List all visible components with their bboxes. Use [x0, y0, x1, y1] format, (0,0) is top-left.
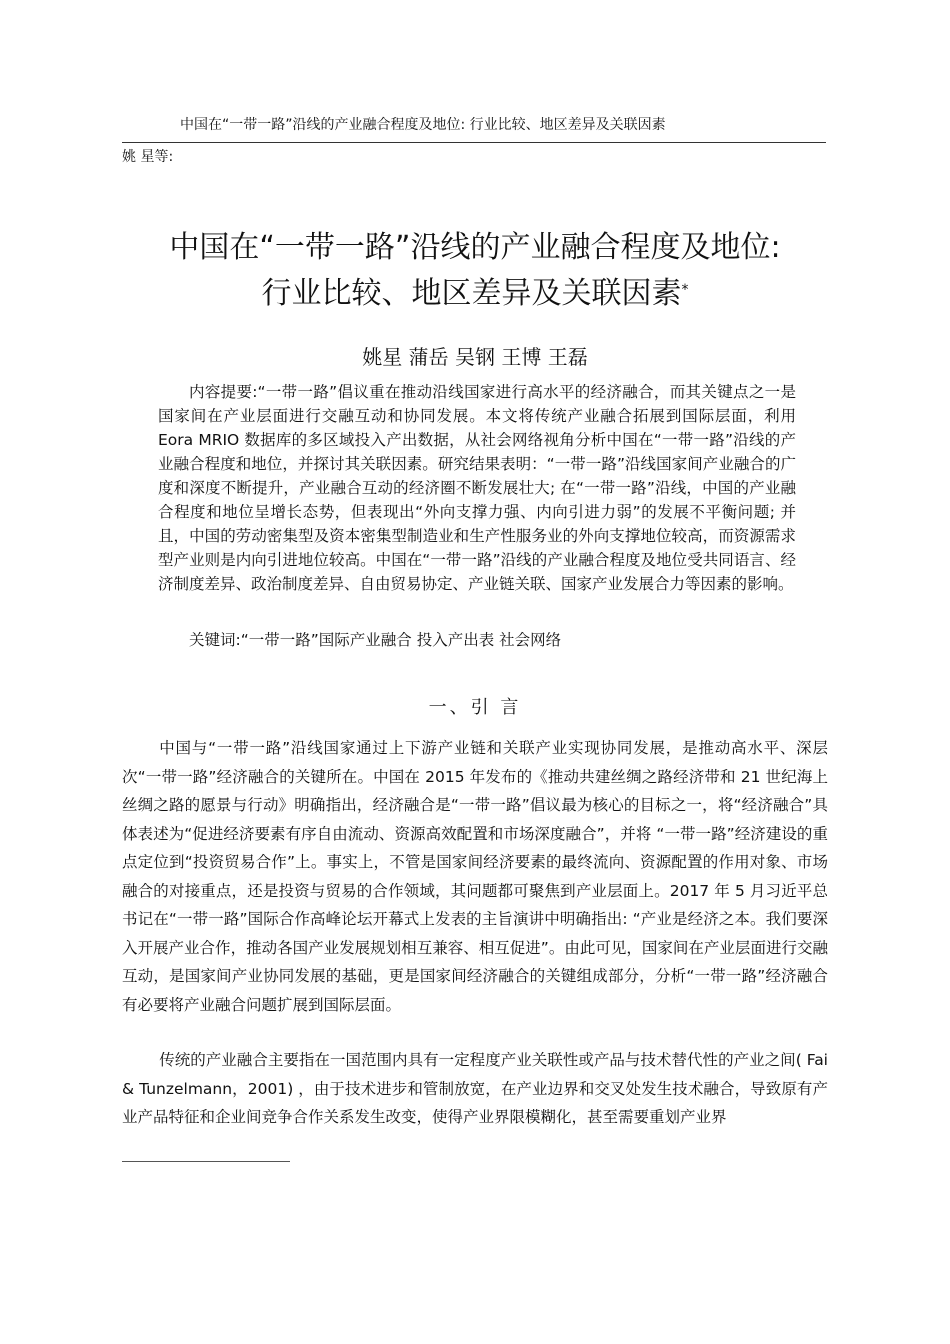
- author-short: 姚 星等:: [122, 149, 174, 165]
- abstract-label: 内容提要:: [189, 383, 258, 401]
- footnote-divider: [122, 1161, 290, 1162]
- header-divider: [122, 142, 826, 143]
- keywords-label: 关键词:: [189, 631, 241, 649]
- paper-title-line-2: [0, 274, 950, 314]
- body-paragraph: 传统的产业融合主要指在一国范围内具有一定程度产业关联性或产品与技术替代性的产业之间( Fai & Tunzelmann，2001) ，由于技术进步和管制放宽，在产业边界和交叉处发生技术融合，导致原有产业产品特征和企业间竞争合作关系发生改变，使得产业界限模糊化，甚至需要重划产业界: [122, 1051, 828, 1126]
- paper-title-line-1: 中国在“一带一路”沿线的产业融合程度及地位:: [169, 230, 781, 265]
- section-heading: 一、引 言: [428, 697, 522, 718]
- running-head: 中国在“一带一路”沿线的产业融合程度及地位: 行业比较、地区差异及关联因素: [180, 117, 666, 133]
- title-footnote-mark: *: [681, 282, 689, 298]
- keywords: [189, 628, 561, 652]
- paper-title-line-2-text: 行业比较、地区差异及关联因素: [261, 276, 682, 311]
- abstract: [158, 380, 796, 596]
- abstract-text: “一带一路”倡议重在推动沿线国家进行高水平的经济融合，而其关键点之一是国家间在产业层面进行交融互动和协同发展。本文将传统产业融合拓展到国际层面，利用 Eora MRIO 数据库的多区域投入产出数据，从社会网络视角分析中国在“一带一路”沿线的产业融合程度和地位，并探讨其关联因素。研究结果表明：“一带一路”沿线国家间产业融合的广度和深度不断提升，产业融合互动的经济圈不断发展壮大; 在“一带一路”沿线，中国的产业融合程度和地位呈增长态势，但表现出“外向支撑力强、内向引进力弱”的发展不平衡问题; 并且，中国的劳动密集型及资本密集型制造业和生产性服务业的外向支撑地位较高，而资源需求型产业则是内向引进地位较高。中国在“一带一路”沿线的产业融合程度及地位受共同语言、经济制度差异、政治制度差异、自由贸易协定、产业链关联、国家产业发展合力等因素的影响。: [158, 383, 796, 593]
- body-paragraph: 中国与“一带一路”沿线国家通过上下游产业链和关联产业实现协同发展，是推动高水平、深层次“一带一路”经济融合的关键所在。中国在 2015 年发布的《推动共建丝绸之路经济带和 21 世纪海上丝绸之路的愿景与行动》明确指出，经济融合是“一带一路”倡议最为核心的目标之一，将“经济融合”具体表述为“促进经济要素有序自由流动、资源高效配置和市场深度融合”，并将 “一带一路”经济建设的重点定位到“投资贸易合作”上。事实上，不管是国家间经济要素的最终流向、资源配置的作用对象、市场融合的对接重点，还是投资与贸易的合作领域，其问题都可聚焦到产业层面上。2017 年 5 月习近平总书记在“一带一路”国际合作高峰论坛开幕式上发表的主旨演讲中明确指出: “产业是经济之本。我们要深入开展产业合作，推动各国产业发展规划相互兼容、相互促进”。由此可见，国家间在产业层面进行交融互动，是国家间产业协同发展的基础，更是国家间经济融合的关键组成部分，分析“一带一路”经济融合有必要将产业融合问题扩展到国际层面。: [122, 739, 828, 1014]
- author-list: 姚星 蒲岳 吴钢 王博 王磊: [362, 345, 588, 369]
- keywords-text: “一带一路”国际产业融合 投入产出表 社会网络: [240, 631, 562, 649]
